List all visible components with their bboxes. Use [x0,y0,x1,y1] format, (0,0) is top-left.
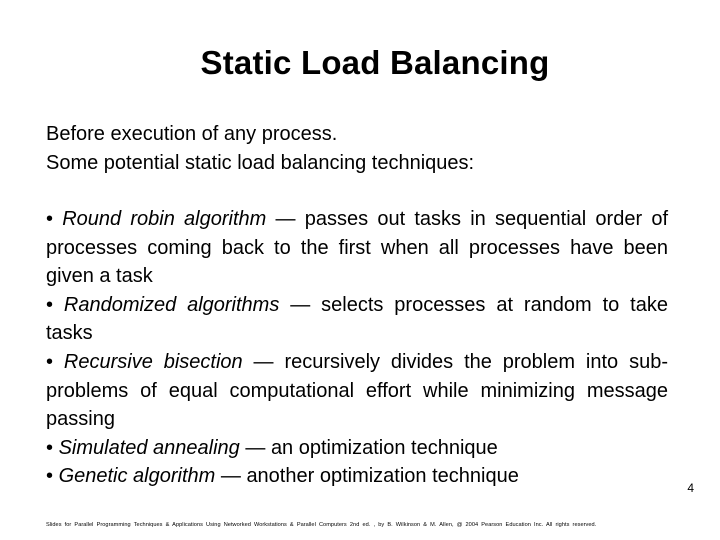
bullet-marker: • [46,436,59,459]
em-dash-separator: — [239,436,271,459]
technique-term: Recursive bisection [63,350,243,373]
technique-term: Simulated annealing [58,436,240,459]
footer-credit: Slides for Parallel Programming Techniques & Applications Using Networked Workstations & Parallel Computers 2nd ed. , by B. Wilkinson & M. Allen, @ 2004 Pearson Education Inc. All rights reserved. [46,522,597,528]
technique-description: selects processes at random to take tasks [46,293,668,345]
technique-description: recursively divides the problem into sub-problems of equal computational effort while minimizing message passing [46,350,668,431]
technique-term: Randomized algorithms [63,293,280,316]
technique-item [46,205,668,291]
technique-item [46,348,668,434]
technique-item [46,291,668,348]
technique-item [46,462,668,491]
technique-list [46,205,668,491]
em-dash-separator: — [266,208,305,230]
slide-title: Static Load Balancing [200,44,550,81]
bullet-marker: • [46,350,64,373]
intro-text [46,120,676,178]
technique-term: Genetic algorithm [58,465,216,488]
technique-term: Round robin algorithm [62,208,267,230]
bullet-marker: • [46,465,59,488]
em-dash-separator: — [242,350,285,373]
page-number: 4 [687,481,694,495]
em-dash-separator: — [215,465,247,488]
intro-line: Before execution of any process. [46,123,338,145]
em-dash-separator: — [279,293,322,316]
intro-line: Some potential static load balancing techniques: [46,152,475,174]
technique-item [46,434,668,463]
bullet-marker: • [46,293,64,316]
technique-description: another optimization technique [246,465,519,488]
technique-description: passes out tasks in sequential order of processes coming back to the first when all processes have been given a task [46,208,668,288]
technique-description: an optimization technique [270,436,498,459]
bullet-marker: • [46,208,63,230]
